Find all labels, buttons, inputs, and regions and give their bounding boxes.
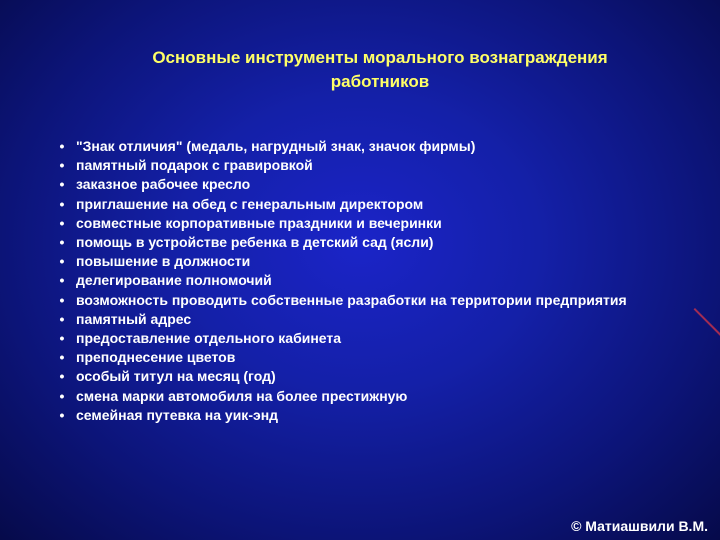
decorative-line <box>694 308 720 338</box>
list-item <box>56 291 656 310</box>
list-item <box>56 329 656 348</box>
list-item-text: помощь в устройстве ребенка в детский сад (ясли) <box>76 234 434 251</box>
list-item <box>56 310 656 329</box>
bullet-icon: • <box>59 291 65 308</box>
slide-title-line-2: работников <box>330 72 430 91</box>
list-item <box>56 367 656 386</box>
list-item-text: делегирование полномочий <box>76 272 272 289</box>
list-item <box>56 387 656 406</box>
bullet-icon: • <box>59 349 65 366</box>
bullet-icon: • <box>59 157 65 174</box>
list-item-text: семейная путевка на уик-энд <box>76 406 279 423</box>
bullet-icon: • <box>59 214 65 231</box>
bullet-icon: • <box>59 234 65 251</box>
author-credit: © Матиашвили В.М. <box>571 518 708 534</box>
reward-tools-list <box>56 137 656 425</box>
list-item-text: особый титул на месяц (год) <box>76 368 276 385</box>
list-item <box>56 195 656 214</box>
list-item-text: памятный адрес <box>76 310 192 327</box>
bullet-icon: • <box>59 253 65 270</box>
list-item-text: памятный подарок с гравировкой <box>76 157 313 174</box>
bullet-icon: • <box>59 272 65 289</box>
bullet-icon: • <box>59 195 65 212</box>
list-item <box>56 156 656 175</box>
slide-title-line-1: Основные инструменты морального вознаграждения <box>152 48 608 67</box>
list-item <box>56 137 656 156</box>
list-item-text: смена марки автомобиля на более престижную <box>76 387 408 404</box>
list-item-text: предоставление отдельного кабинета <box>76 330 342 347</box>
bullet-icon: • <box>59 330 65 347</box>
list-item <box>56 175 656 194</box>
list-item <box>56 271 656 290</box>
list-item <box>56 233 656 252</box>
list-item <box>56 252 656 271</box>
list-item-text: преподнесение цветов <box>76 349 236 366</box>
bullet-icon: • <box>59 368 65 385</box>
list-item <box>56 348 656 367</box>
list-item <box>56 406 656 425</box>
list-item-text: "Знак отличия" (медаль, нагрудный знак, значок фирмы) <box>76 138 476 154</box>
bullet-icon: • <box>59 310 65 327</box>
list-item-text: возможность проводить собственные разработки на территории предприятия <box>76 291 627 308</box>
list-item-text: повышение в должности <box>76 253 251 270</box>
bullet-icon: • <box>59 176 65 193</box>
list-item-text: приглашение на обед с генеральным директором <box>76 195 424 212</box>
list-item <box>56 214 656 233</box>
bullet-icon: • <box>59 138 65 154</box>
list-item-text: заказное рабочее кресло <box>76 176 251 193</box>
bullet-icon: • <box>59 387 65 404</box>
list-item-text: совместные корпоративные праздники и вечеринки <box>76 214 442 231</box>
slide-title <box>100 46 660 94</box>
bullet-icon: • <box>59 406 65 423</box>
